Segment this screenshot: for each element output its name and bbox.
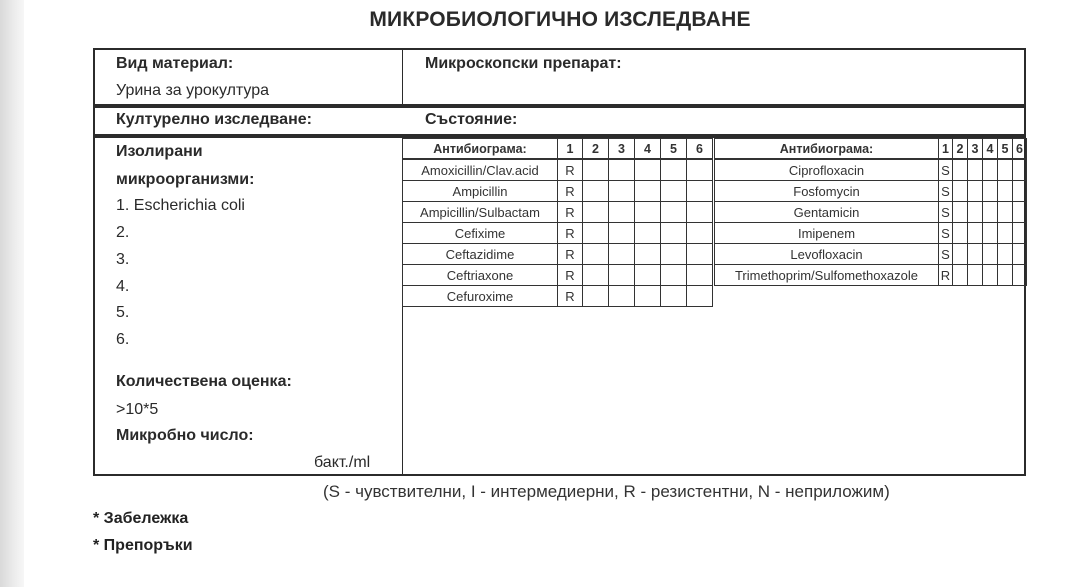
result-cell: S <box>939 202 953 223</box>
antibiogram-right-table <box>714 138 1027 286</box>
quantity-label: Количествена оценка: <box>116 373 292 390</box>
quantity-value: >10*5 <box>116 401 159 418</box>
material-divider <box>402 49 403 105</box>
antibiotic-name: Ampicillin <box>403 181 558 202</box>
col-header-4: 4 <box>635 139 661 160</box>
antibiogram-left-header-row <box>403 139 713 160</box>
antibiotic-name: Gentamicin <box>715 202 939 223</box>
col-header-2: 2 <box>953 139 968 160</box>
result-cell: R <box>558 202 583 223</box>
isolated-item-1: 1. Escherichia coli <box>116 197 245 214</box>
antibiotic-name: Cefuroxime <box>403 286 558 307</box>
table-row <box>715 202 1027 223</box>
table-row <box>403 286 713 307</box>
isolated-item-2: 2. <box>116 224 130 241</box>
table-row <box>403 223 713 244</box>
material-value: Урина за урокултура <box>116 82 270 99</box>
table-row <box>403 181 713 202</box>
isolated-item-6: 6. <box>116 331 130 348</box>
table-row <box>715 265 1027 286</box>
result-legend: (S - чувствителни, I - интермедиерни, R - резистентни, N - неприложим) <box>323 482 890 501</box>
table-row <box>715 159 1027 181</box>
result-cell: R <box>558 286 583 307</box>
result-cell: S <box>939 181 953 202</box>
microbial-count-label: Микробно число: <box>116 427 254 444</box>
col-header-2: 2 <box>583 139 609 160</box>
antibiotic-name: Fosfomycin <box>715 181 939 202</box>
antibiogram-right-header-row <box>715 139 1027 160</box>
page-title: МИКРОБИОЛОГИЧНО ИЗСЛЕДВАНЕ <box>369 8 751 31</box>
antibiotic-name: Ampicillin/Sulbactam <box>403 202 558 223</box>
col-header-3: 3 <box>609 139 635 160</box>
antibiotic-name: Amoxicillin/Clav.acid <box>403 159 558 181</box>
antibiotic-name: Imipenem <box>715 223 939 244</box>
col-header-5: 5 <box>998 139 1013 160</box>
antibiotic-name: Ceftazidime <box>403 244 558 265</box>
col-header-6: 6 <box>1013 139 1027 160</box>
antibiogram-left-header: Антибиограма: <box>403 139 558 160</box>
col-header-5: 5 <box>661 139 687 160</box>
antibiotic-name: Trimethoprim/Sulfomethoxazole <box>715 265 939 286</box>
isolated-label-line1: Изолирани <box>116 143 203 160</box>
result-cell: R <box>558 265 583 286</box>
result-cell: R <box>558 159 583 181</box>
microbial-count-unit: бакт./ml <box>314 454 371 471</box>
col-header-1: 1 <box>939 139 953 160</box>
table-row <box>715 181 1027 202</box>
isolated-item-3: 3. <box>116 251 130 268</box>
col-header-1: 1 <box>558 139 583 160</box>
state-label: Състояние: <box>425 111 518 128</box>
page-edge-shadow <box>0 0 24 587</box>
culture-label: Културелно изследване: <box>116 111 312 128</box>
col-header-3: 3 <box>968 139 983 160</box>
result-cell: S <box>939 244 953 265</box>
antibiotic-name: Ceftriaxone <box>403 265 558 286</box>
antibiogram-left-table <box>402 138 713 307</box>
antibiotic-name: Ciprofloxacin <box>715 159 939 181</box>
isolated-item-4: 4. <box>116 278 130 295</box>
table-row <box>715 244 1027 265</box>
col-header-4: 4 <box>983 139 998 160</box>
table-row <box>403 202 713 223</box>
isolated-item-5: 5. <box>116 304 130 321</box>
result-cell: R <box>558 244 583 265</box>
result-cell: S <box>939 223 953 244</box>
table-row <box>715 223 1027 244</box>
table-row <box>403 244 713 265</box>
col-header-6: 6 <box>687 139 713 160</box>
antibiotic-name: Cefixime <box>403 223 558 244</box>
antibiotic-name: Levofloxacin <box>715 244 939 265</box>
result-cell: R <box>558 223 583 244</box>
table-row <box>403 265 713 286</box>
table-row <box>403 159 713 181</box>
result-cell: R <box>939 265 953 286</box>
recommendations-note: * Препоръки <box>93 537 193 554</box>
result-cell: S <box>939 159 953 181</box>
isolated-label-line2: микроорганизми: <box>116 171 255 188</box>
result-cell: R <box>558 181 583 202</box>
material-label: Вид материал: <box>116 55 234 72</box>
antibiogram-right-header: Антибиограма: <box>715 139 939 160</box>
microscopy-label: Микроскопски препарат: <box>425 55 622 72</box>
remark-note: * Забележка <box>93 510 189 527</box>
